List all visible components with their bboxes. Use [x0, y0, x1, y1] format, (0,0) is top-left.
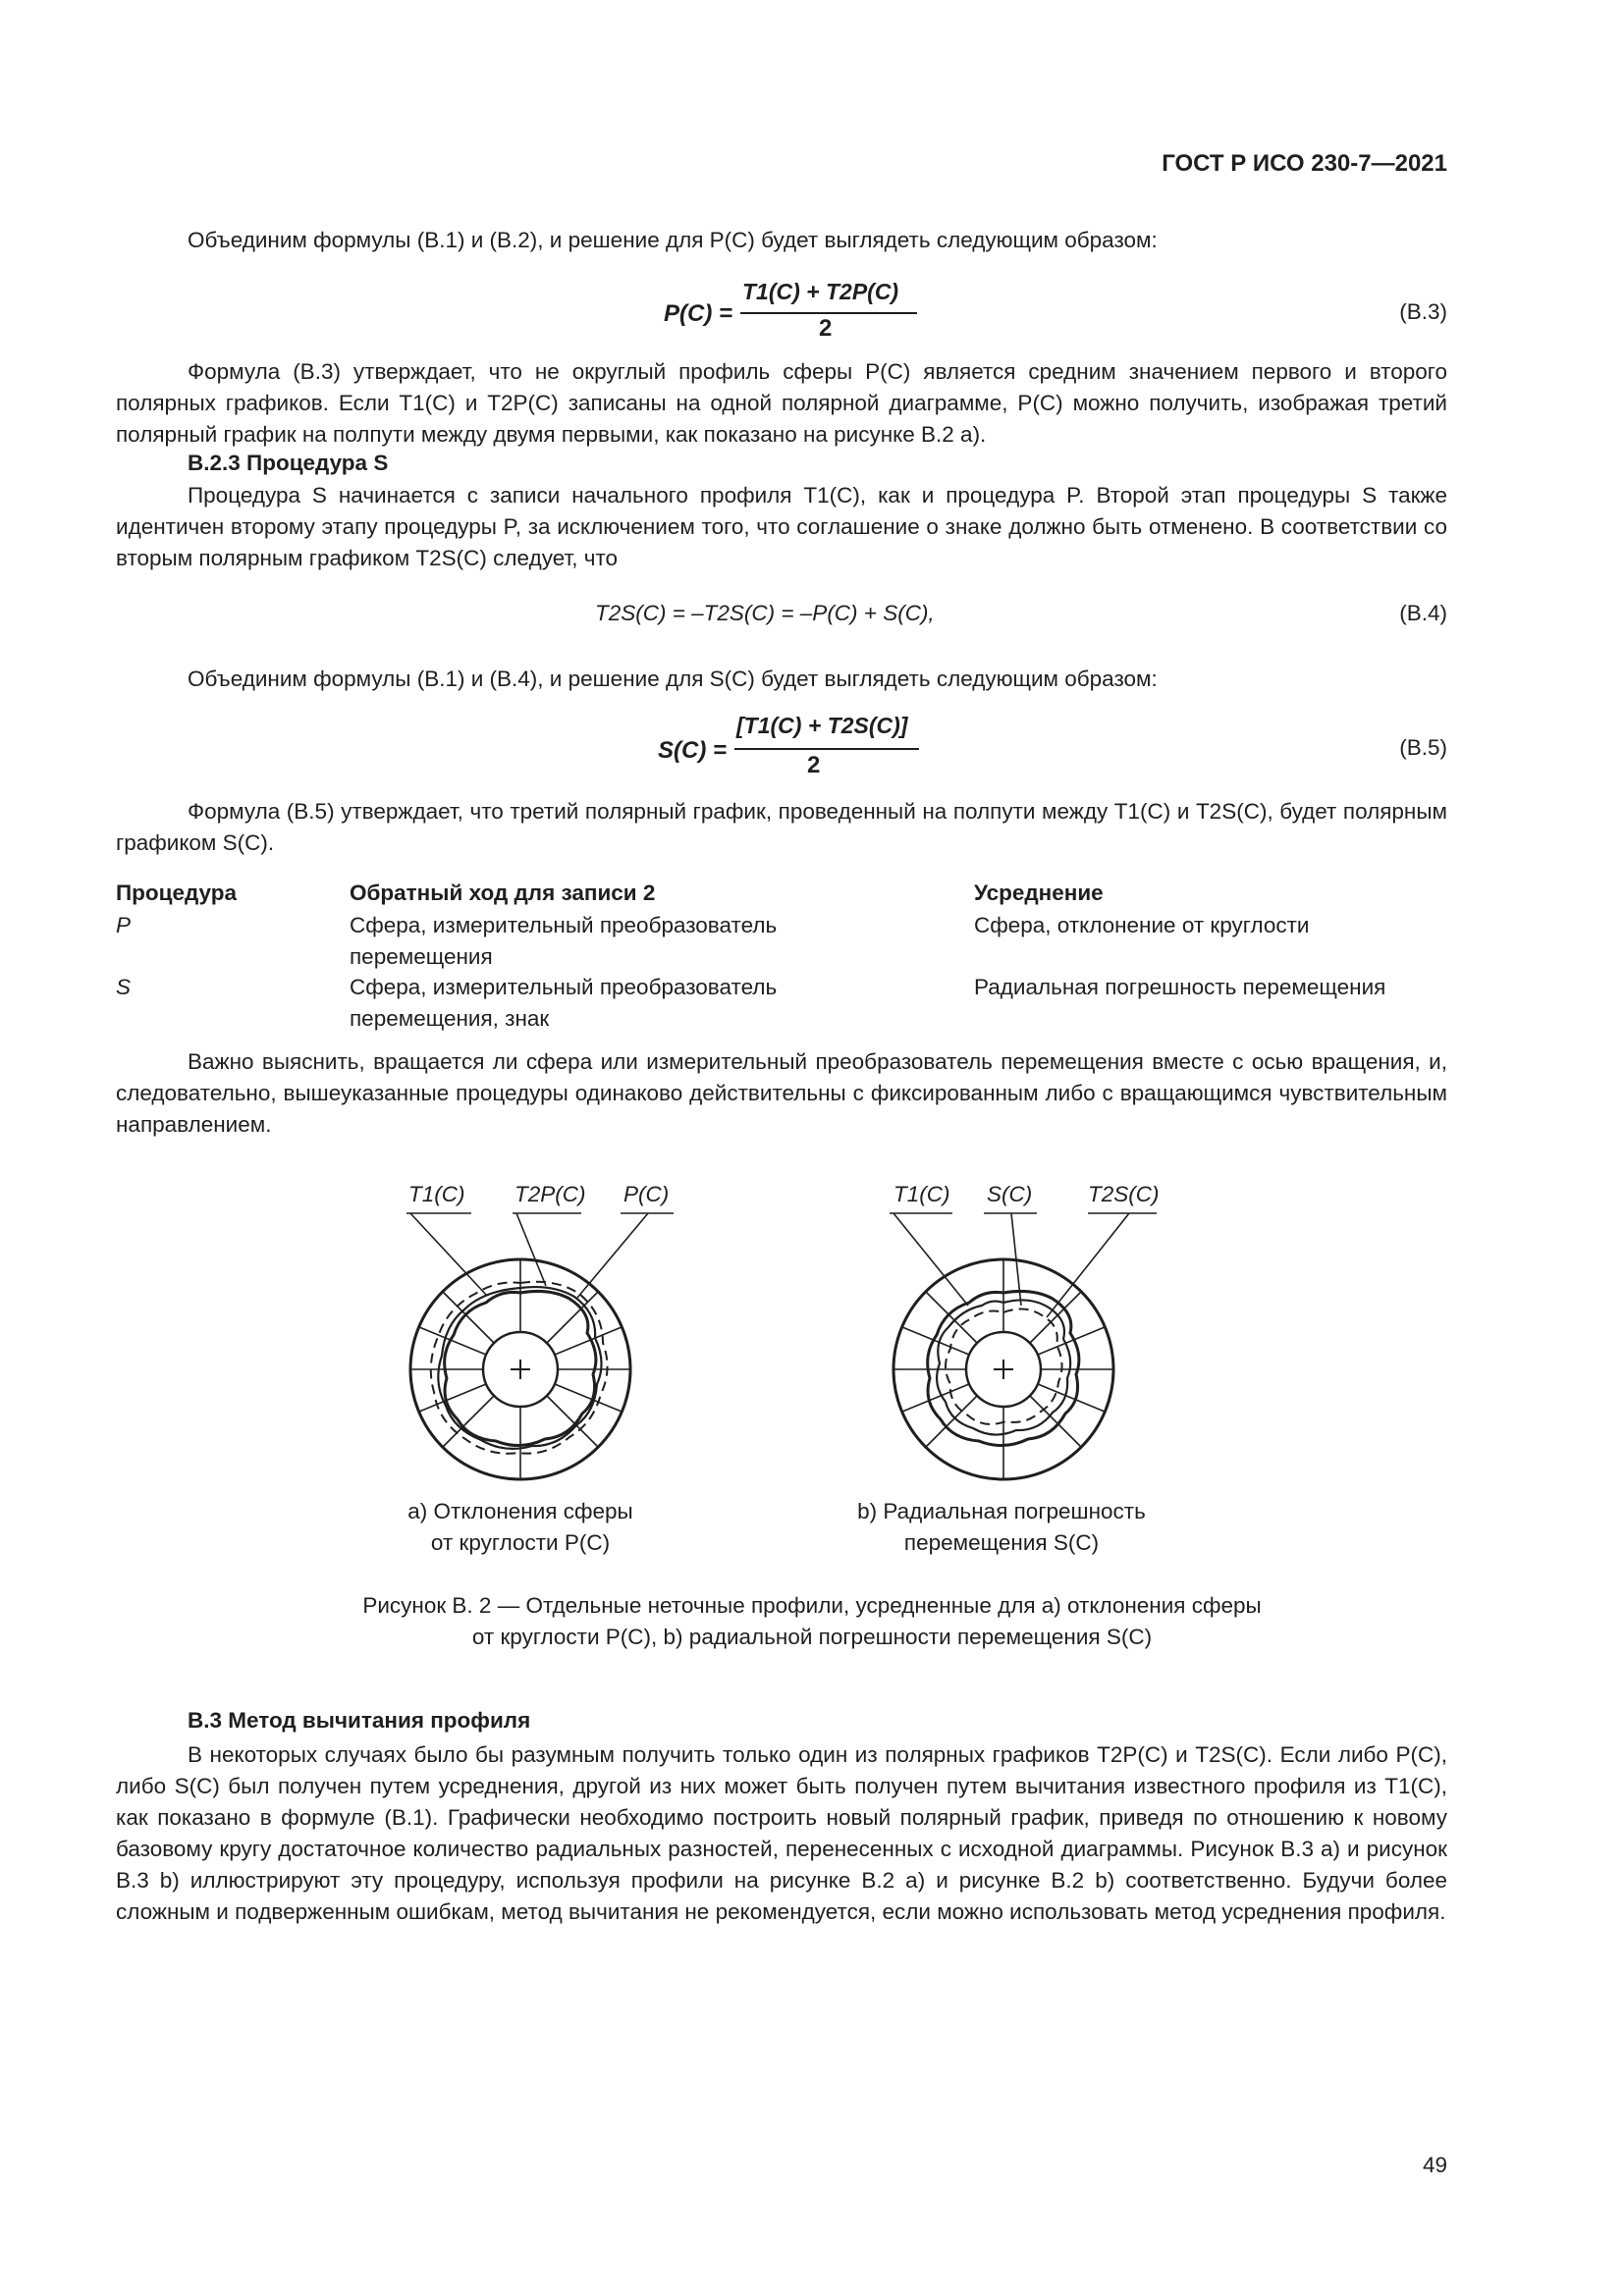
- paragraph-b23: Процедура S начинается с записи начального профиля T1(C), как и процедура P. Второй этап процедуры S также идентичен второму этапу процедуры P, за исключением того, что соглашение о знаке должно быть отменено. В соответствии со вторым полярным графиком T2S(C) следует, что: [116, 483, 1447, 570]
- heading-b23: В.2.3 Процедура S: [188, 451, 389, 475]
- equation-b3: [664, 279, 919, 347]
- subcaption-a-line2: от круглости P(C): [430, 1530, 611, 1555]
- leader-a-t1: [410, 1213, 487, 1296]
- label-a-p: P(C): [623, 1182, 670, 1206]
- table-cell-avg-p: Сфера, отклонение от круглости: [974, 913, 1310, 937]
- paragraph-b3: В некоторых случаях было бы разумным получить только один из полярных графиков T2P(C) и T2S(C). Если либо P(C), либо S(C) был получен путем усреднения, другой из них может быть получен путем вычитания известного профиля из T1(C), как показано в формуле (В.1). Графически необходимо построить новый полярный график, приведя по отношению к новому базовому кругу достаточное количество радиальных разностей, перенесенных с исходной диаграммы. Рисунок В.3 а) и рисунок В.3 b) иллюстрируют эту процедуру, используя профили на рисунке В.2 а) и рисунке В.2 b) соответственно. Будучи более сложным и подверженным ошибкам, метод вычитания не рекомендуется, если можно использовать метод усреднения профиля.: [116, 1742, 1447, 1924]
- figure-b2: [0, 1168, 1624, 1679]
- figure-caption-line1: Рисунок В. 2 — Отдельные неточные профили, усредненные для а) отклонения сферы: [362, 1593, 1262, 1618]
- label-b-t2s: T2S(C): [1088, 1182, 1160, 1206]
- intro-formula-b5: Объединим формулы (В.1) и (В.4), и решение для S(C) будет выглядеть следующим образом:: [188, 667, 1158, 691]
- figure-caption: [196, 1590, 1428, 1653]
- table-cell-proc-s: S: [116, 975, 132, 999]
- table-cell-reverse-p: Сфера, измерительный преобразователь перемещения: [350, 913, 778, 969]
- eq-b3-lhs: P(C) =: [664, 300, 733, 327]
- eq-b5-fraction-line: [734, 748, 919, 750]
- subcaption-a: [373, 1496, 668, 1559]
- label-b-s: S(C): [987, 1182, 1033, 1206]
- equation-b4: T2S(C) = –T2S(C) = –P(C) + S(C),: [595, 601, 935, 625]
- eq-b3-numerator: T1(C) + T2P(C): [742, 279, 899, 304]
- leader-b-t1: [893, 1213, 968, 1306]
- leader-a-p: [577, 1213, 648, 1298]
- paragraph-after-b3: Формула (В.3) утверждает, что не округлый профиль сферы P(C) является средним значением первого и второго полярных графиков. Если T1(C) и T2P(C) записаны на одной полярной диаграмме, P(C) можно получить, изображая третий полярный график на полпути между двумя первыми, как показано на рисунке В.2 а).: [116, 359, 1447, 447]
- subcaption-b-line2: перемещения S(C): [903, 1530, 1100, 1555]
- table-header-averaging: Усреднение: [974, 881, 1104, 905]
- table-header-procedure: Процедура: [116, 881, 238, 905]
- table-cell-proc-p: P: [116, 913, 132, 937]
- equation-b5: [658, 713, 923, 781]
- eq-b3-denominator: 2: [819, 315, 833, 342]
- page-number: 49: [1422, 2153, 1447, 2177]
- diagram-b: [890, 1213, 1157, 1479]
- subcaption-b: [844, 1496, 1159, 1559]
- eq-b3-fraction-line: [740, 312, 917, 314]
- leader-b-t2s: [1047, 1213, 1129, 1317]
- paragraph-important: Важно выяснить, вращается ли сфера или измерительный преобразователь перемещения вместе с осью вращения, и, следовательно, вышеуказанные процедуры одинаково действительны с фиксированным либо с вращающимся чувствительным направлением.: [116, 1049, 1447, 1137]
- subcaption-a-line1: а) Отклонения сферы: [407, 1499, 633, 1523]
- table-header-reverse: Обратный ход для записи 2: [350, 881, 656, 905]
- eq-b5-numerator: [T1(C) + T2S(C)]: [736, 713, 908, 738]
- table-cell-avg-s: Радиальная погрешность перемещения: [974, 975, 1386, 999]
- eq-b5-lhs: S(C) =: [658, 737, 728, 764]
- eq-b5-denominator: 2: [807, 752, 821, 778]
- label-b-t1: T1(C): [893, 1182, 950, 1206]
- paragraph-after-b5: Формула (В.5) утверждает, что третий полярный график, проведенный на полпути между T1(C) и T2S(C), будет полярным графиком S(C).: [116, 799, 1447, 855]
- equation-b5-number: (В.5): [1399, 735, 1447, 760]
- diagram-a: [406, 1213, 674, 1479]
- subcaption-b-line1: b) Радиальная погрешность: [857, 1499, 1146, 1523]
- intro-formula-b3: Объединим формулы (В.1) и (В.2), и решение для P(C) будет выглядеть следующим образом:: [188, 228, 1158, 252]
- label-a-t2p: T2P(C): [514, 1182, 586, 1206]
- figure-caption-line2: от круглости P(C), b) радиальной погрешности перемещения S(C): [471, 1625, 1153, 1649]
- equation-b4-number: (В.4): [1399, 601, 1447, 625]
- equation-b3-number: (В.3): [1399, 299, 1447, 324]
- table-cell-reverse-s: Сфера, измерительный преобразователь перемещения, знак: [350, 975, 778, 1031]
- label-a-t1: T1(C): [408, 1182, 465, 1206]
- heading-b3: В.3 Метод вычитания профиля: [188, 1708, 531, 1733]
- document-number: ГОСТ Р ИСО 230-7—2021: [1162, 150, 1447, 177]
